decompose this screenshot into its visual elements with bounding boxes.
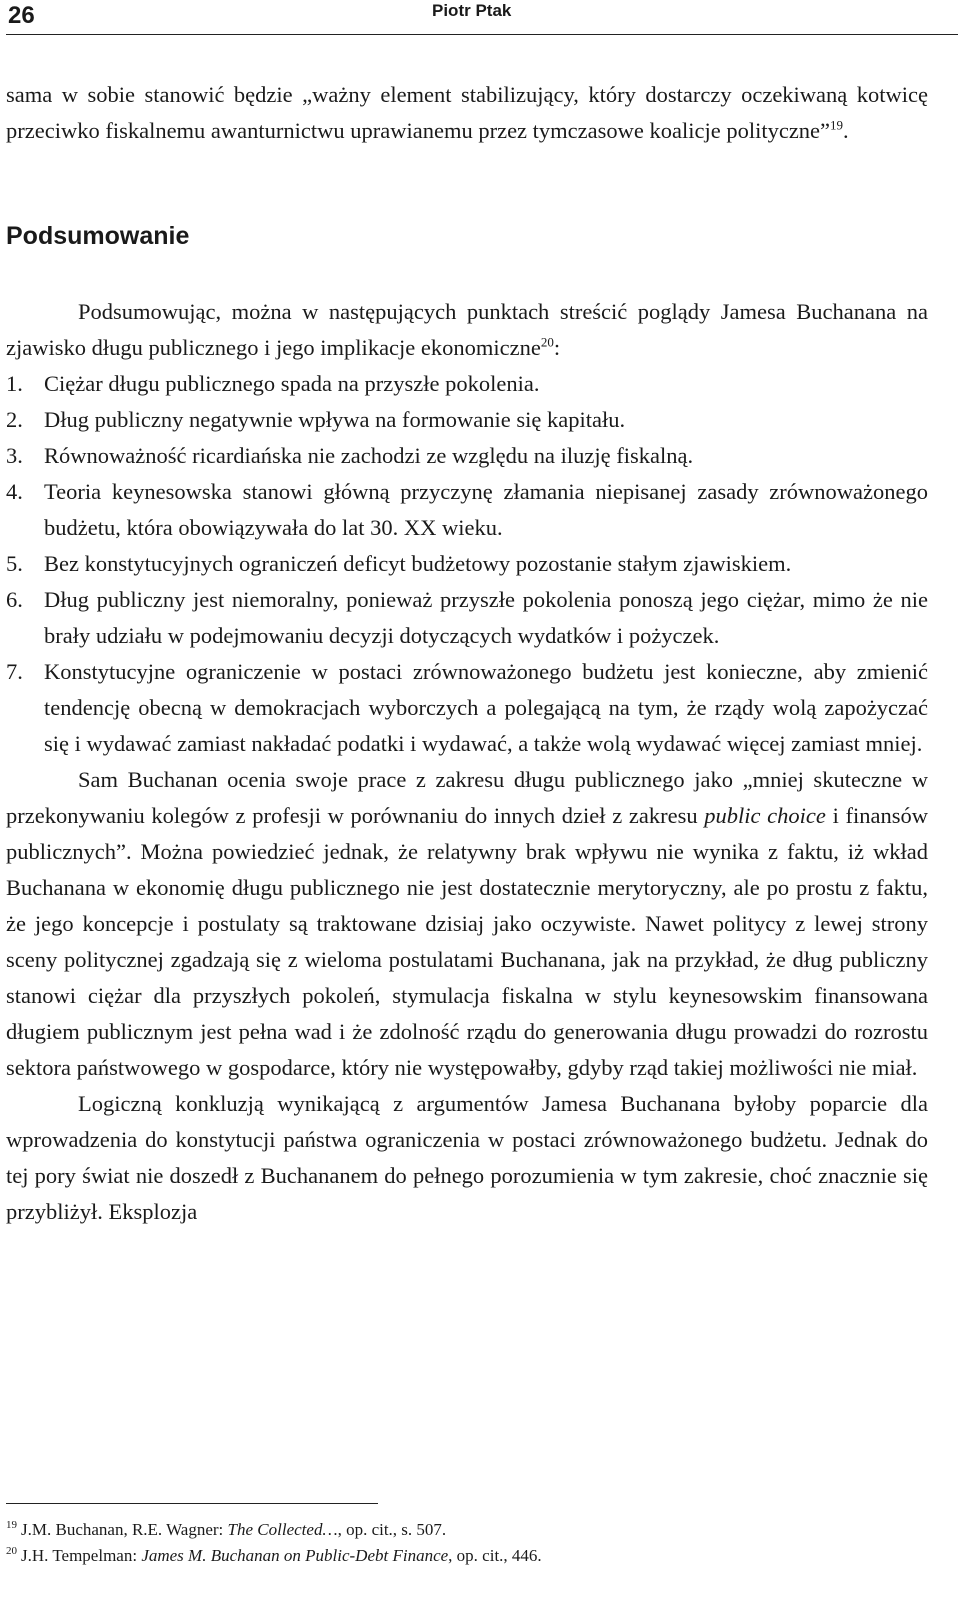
list-item: 7. Konstytucyjne ograniczenie w postaci zrównoważonego budżetu jest konieczne, aby zmienić tendencję obecną w demokracjach wyborczych a polegającą na tym, że rządy wolą zapożyczać się i wydawać zamiast nakładać podatki i wydawać, a także wolą wydawać więcej zamiast mniej. xyxy=(6,659,928,756)
footnote-ref-20[interactable]: 20 xyxy=(540,334,554,350)
list-item: 4. Teoria keynesowska stanowi główną przyczynę złamania niepisanej zasady zrównoważonego budżetu, która obowiązywała do lat 30. XX wieku. xyxy=(6,479,928,540)
footnote-divider xyxy=(6,1503,378,1504)
section-heading: Podsumowanie xyxy=(6,222,190,250)
list-item: 2. Dług publiczny negatywnie wpływa na formowanie się kapitału. xyxy=(6,407,626,432)
paragraph-buchanan-assessment: Sam Buchanan ocenia swoje prace z zakresu długu publicznego jako „mniej skuteczne w przekonywaniu kolegów z profesji w porównaniu do innych dzieł z zakresu public choice i finansów publicznych”. Można powiedzieć jednak, że relatywny brak wpływu nie wynika z faktu, iż wkład Buchanana w ekonomię długu publicznego nie jest dostatecznie merytoryczny, ale po prostu z faktu, że jego koncepcje i postulaty są traktowane dzisiaj jako oczywiste. Nawet politycy z lewej strony sceny politycznej zgadzają się z wieloma postulatami Buchanana, jak na przykład, że dług publiczny stanowi ciężar dla przyszłych pokoleń, stymulacja fiskalna w stylu keynesowskim finansowana długiem publicznym jest pełna wad i że zdolność rządu do generowania długu prowadzi do rozrostu sektora państwowego w gospodarce, który nie występowałby, gdyby rząd takiej możliwości nie miał. xyxy=(6,767,929,1080)
summary-section xyxy=(6,294,928,1230)
paragraph-conclusion: Logiczną konkluzją wynikającą z argumentów Jamesa Buchanana byłoby poparcie dla wprowadzenia do konstytucji państwa ograniczenia w postaci zrównoważonego budżetu. Jednak do tej pory świat nie doszedł z Buchananem do pełnego porozumienia w tym zakresie, choć znacznie się przybliżył. Eksplozja xyxy=(6,1091,928,1224)
summary-lead: Podsumowując, można w następujących punktach streścić poglądy Jamesa Buchanana na zjawisko długu publicznego i jego implikacje ekonomiczne$^{20}$: xyxy=(6,299,928,360)
footnote-19: $^{19}$ J.M. Buchanan, R.E. Wagner: The Collected…, op. cit., s. 507. xyxy=(6,1519,447,1539)
intro-text: sama w sobie stanowić będzie „ważny element stabilizujący, który dostarczy oczekiwaną kotwicę przeciwko fiskalnemu awanturnictwu uprawianemu przez tymczasowe koalicje polityczne” xyxy=(6,82,928,143)
list-item: 6. Dług publiczny jest niemoralny, ponieważ przyszłe pokolenia ponoszą jego ciężar, mimo że nie brały udziału w podejmowaniu decyzji dotyczących wydatków i pożyczek. xyxy=(6,587,928,648)
running-head-author: Piotr Ptak xyxy=(432,1,512,20)
list-item: 5. Bez konstytucyjnych ograniczeń deficyt budżetowy pozostanie stałym zjawiskiem. xyxy=(6,551,792,576)
page-header xyxy=(6,0,958,35)
list-item: 3. Równoważność ricardiańska nie zachodzi ze względu na iluzję fiskalną. xyxy=(6,443,694,468)
intro-paragraph xyxy=(6,77,928,149)
footnotes xyxy=(6,1517,542,1569)
intro-end: . xyxy=(843,118,849,143)
footnote-ref-19[interactable]: 19 xyxy=(830,117,844,133)
page-number: 26 xyxy=(8,2,35,29)
italic-term: public choice xyxy=(704,803,826,828)
summary-list xyxy=(6,366,928,762)
list-item: 1. Ciężar długu publicznego spada na przyszłe pokolenia. xyxy=(6,371,540,396)
footnote-20: $^{20}$ J.H. Tempelman: James M. Buchanan on Public-Debt Finance, op. cit., 446. xyxy=(6,1545,542,1565)
